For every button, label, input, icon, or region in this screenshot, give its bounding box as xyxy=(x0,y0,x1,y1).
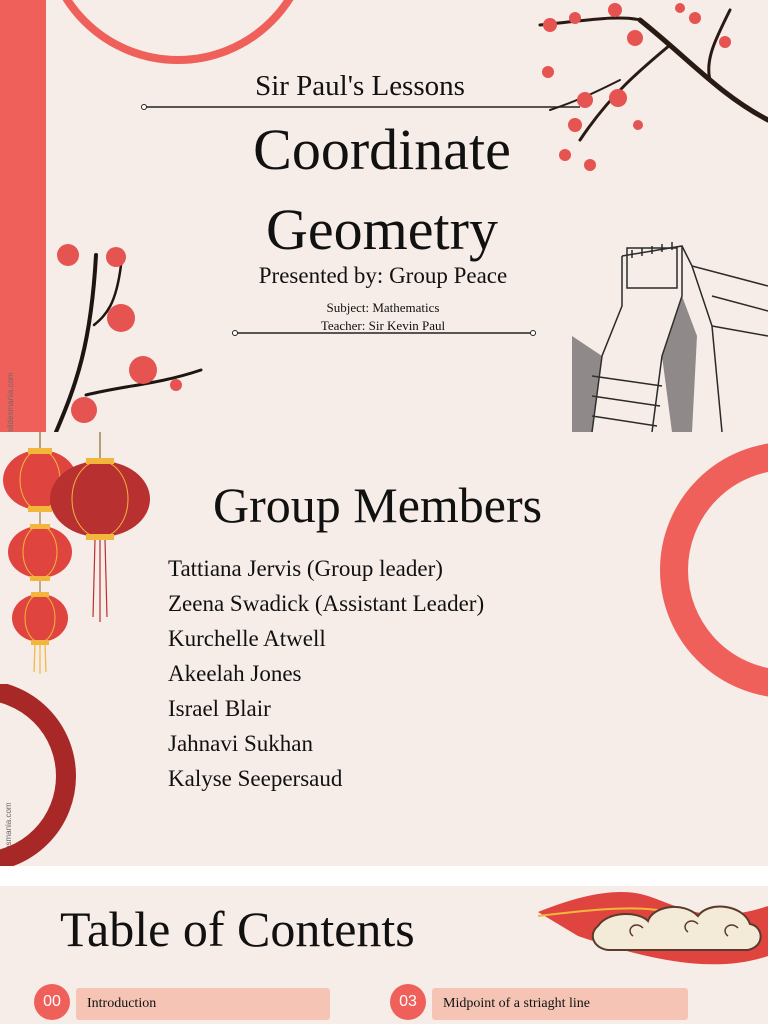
table-of-contents-slide xyxy=(0,886,768,1024)
table-of-contents-heading: Table of Contents xyxy=(60,901,415,957)
series-title: Sir Paul's Lessons xyxy=(255,70,465,102)
title-line-1: Coordinate xyxy=(253,117,511,182)
great-wall-illustration xyxy=(572,236,768,432)
toc-number-00: 00 xyxy=(34,984,70,1020)
left-accent-bar xyxy=(0,0,46,432)
member-5: Israel Blair xyxy=(168,696,271,721)
toc-item-introduction[interactable]: Introduction xyxy=(76,988,330,1020)
group-members-heading: Group Members xyxy=(213,477,543,533)
member-7: Kalyse Seepersaud xyxy=(168,766,343,791)
title-line-2: Geometry xyxy=(266,197,498,262)
title-slide xyxy=(0,0,768,432)
watermark: slidesmania.com xyxy=(6,372,15,432)
decorative-ring-top xyxy=(50,0,310,70)
member-6: Jahnavi Sukhan xyxy=(168,731,314,756)
watermark: slidesmania.com xyxy=(4,802,13,862)
member-4: Akeelah Jones xyxy=(168,661,302,686)
divider-line-bottom xyxy=(231,329,537,337)
decorative-ring-left xyxy=(0,684,80,866)
decorative-ring-right xyxy=(660,432,768,702)
toc-number-03: 03 xyxy=(390,984,426,1020)
subject-line: Subject: Mathematics xyxy=(326,300,440,315)
lanterns-icon xyxy=(0,432,160,682)
cherry-blossom-branch-left-icon xyxy=(46,235,206,432)
divider-line-top xyxy=(140,103,580,111)
presented-by: Presented by: Group Peace xyxy=(258,263,508,288)
cloud-wave-icon xyxy=(538,886,768,976)
teacher-line: Teacher: Sir Kevin Paul xyxy=(320,318,446,333)
member-3: Kurchelle Atwell xyxy=(168,626,326,651)
toc-item-midpoint[interactable]: Midpoint of a striaght line xyxy=(432,988,688,1020)
member-2: Zeena Swadick (Assistant Leader) xyxy=(168,591,485,616)
member-1: Tattiana Jervis (Group leader) xyxy=(168,556,443,581)
group-members-slide xyxy=(0,432,768,866)
